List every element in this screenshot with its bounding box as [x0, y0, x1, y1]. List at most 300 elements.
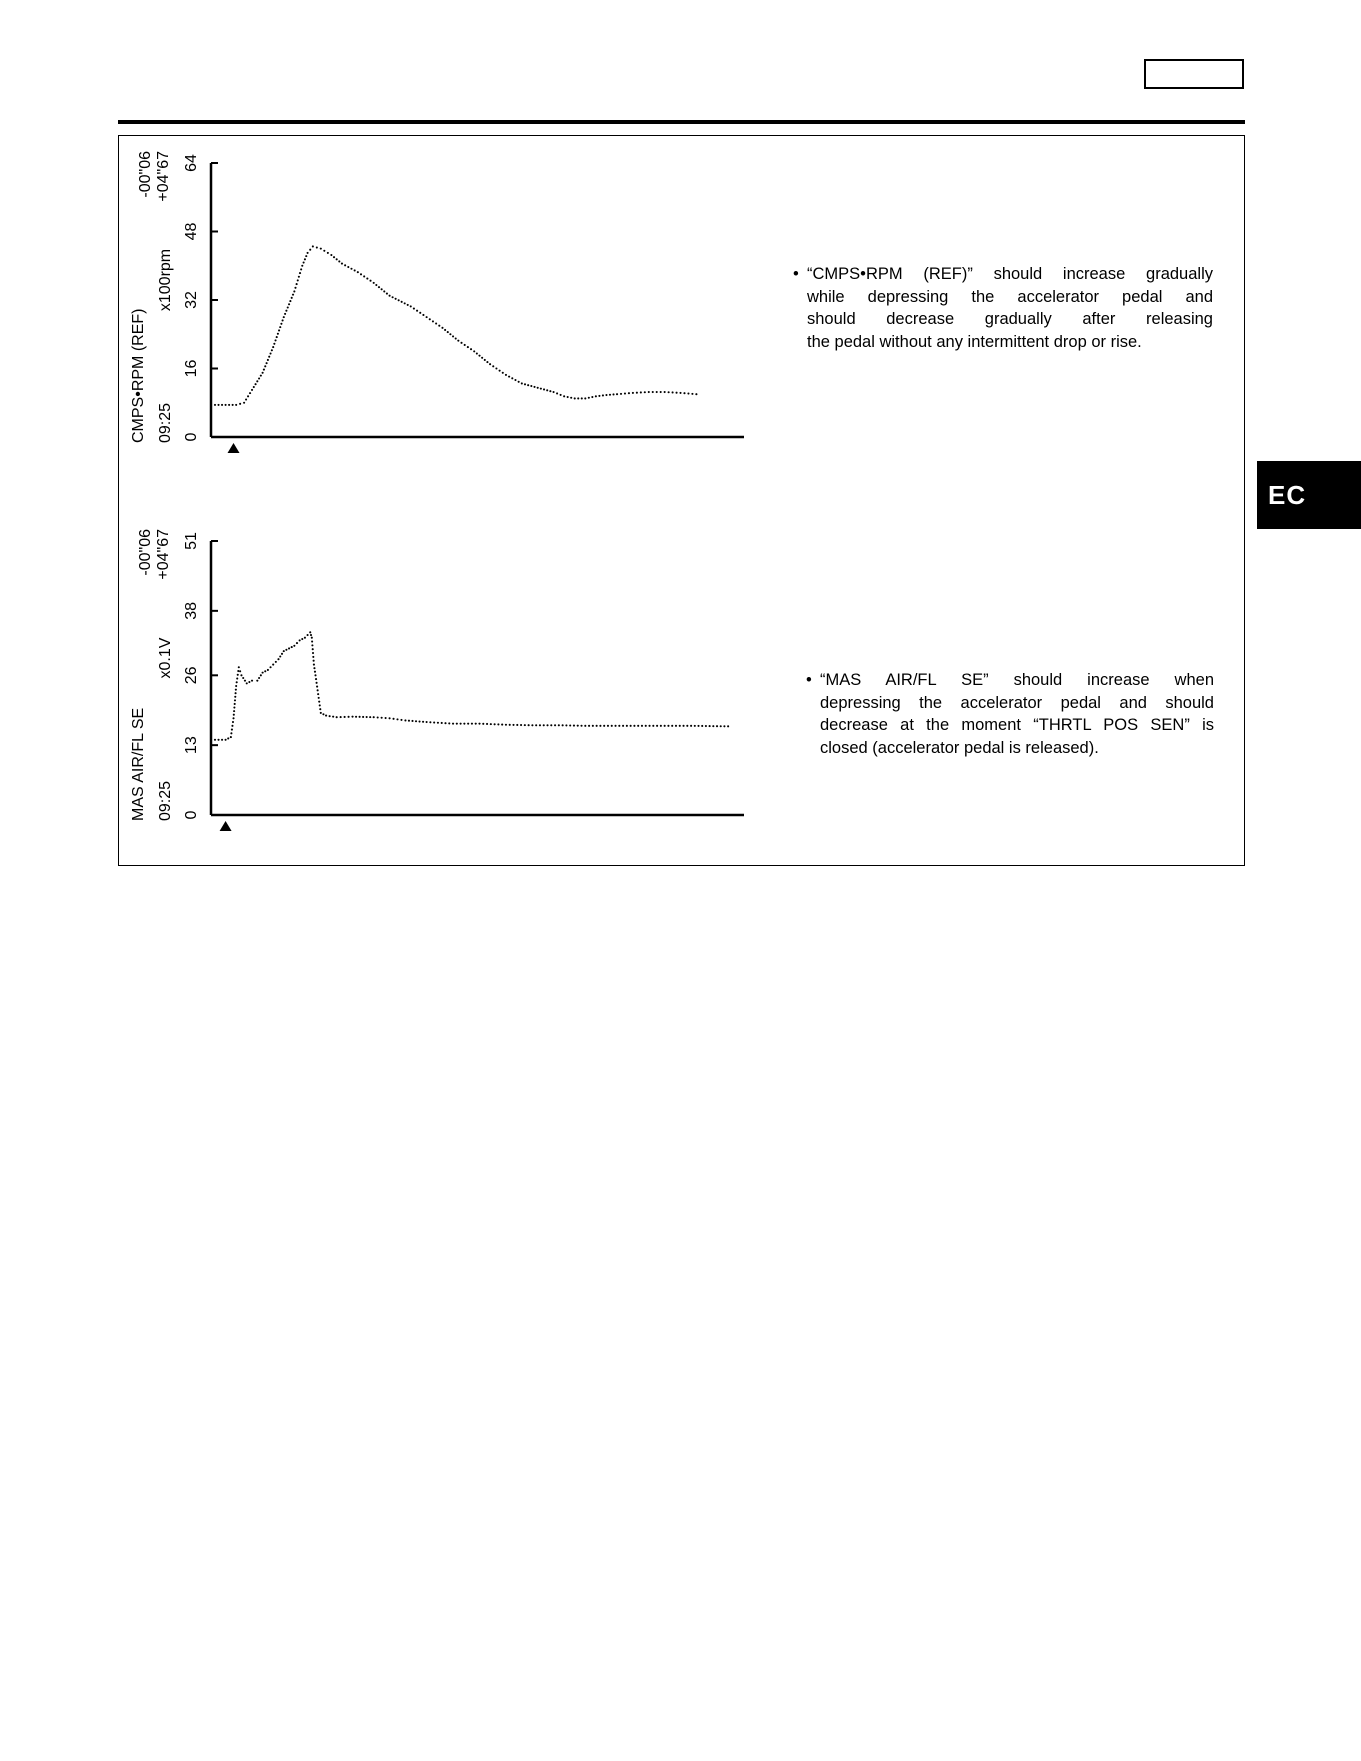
rpm-data-point: [284, 313, 286, 315]
rpm-data-point: [258, 377, 260, 379]
rpm-data-point: [410, 305, 412, 307]
rpm-offset-label-end: +04"67: [155, 151, 172, 202]
rpm-data-point: [530, 385, 532, 387]
rpm-data-point: [609, 394, 611, 396]
maf-data-point: [614, 725, 616, 727]
maf-data-point: [486, 723, 488, 725]
rpm-data-point: [632, 392, 634, 394]
rpm-y-tick-label: 64: [183, 154, 200, 172]
maf-data-point: [244, 680, 246, 682]
maf-data-point: [311, 637, 313, 639]
maf-data-point: [645, 725, 647, 727]
rpm-chart: [130, 151, 744, 453]
maf-data-point: [246, 682, 248, 684]
rpm-data-point: [563, 395, 565, 397]
rpm-data-point: [285, 310, 287, 312]
maf-data-point: [310, 634, 312, 636]
rpm-data-point: [232, 404, 234, 406]
maf-data-point: [237, 674, 239, 676]
maf-data-point: [272, 664, 274, 666]
maf-data-point: [262, 672, 264, 674]
rpm-data-point: [553, 391, 555, 393]
rpm-data-point: [687, 392, 689, 394]
rpm-note-line: should decrease gradually after releasing: [807, 310, 1213, 328]
rpm-data-point: [373, 282, 375, 284]
rpm-data-point: [280, 323, 282, 325]
rpm-data-point: [628, 392, 630, 394]
maf-data-point: [369, 716, 371, 718]
rpm-data-point: [278, 329, 280, 331]
rpm-note-line: the pedal without any intermittent drop or rise.: [807, 332, 1142, 351]
maf-data-point: [314, 671, 316, 673]
maf-data-point: [285, 649, 287, 651]
maf-offset-label-start: -00"06: [137, 529, 154, 576]
maf-data-point: [471, 723, 473, 725]
maf-data-point: [332, 716, 334, 718]
rpm-data-point: [221, 404, 223, 406]
rpm-data-point: [389, 295, 391, 297]
maf-data-point: [296, 642, 298, 644]
rpm-data-point: [447, 331, 449, 333]
maf-data-point: [637, 725, 639, 727]
maf-data-point: [441, 722, 443, 724]
maf-data-point: [236, 681, 238, 683]
maf-data-point: [452, 723, 454, 725]
maf-data-point: [712, 725, 714, 727]
maf-data-point: [584, 725, 586, 727]
rpm-data-point: [460, 342, 462, 344]
rpm-data-point: [301, 265, 303, 267]
maf-data-point: [311, 640, 313, 642]
rpm-data-point: [239, 403, 241, 405]
rpm-data-point: [648, 391, 650, 393]
rpm-data-point: [567, 396, 569, 398]
maf-data-point: [359, 716, 361, 718]
maf-y-tick-label: 38: [183, 601, 200, 620]
rpm-data-point: [347, 266, 349, 268]
maf-data-point: [539, 724, 541, 726]
rpm-data-point: [294, 287, 296, 289]
maf-data-point: [293, 645, 295, 647]
rpm-data-point: [300, 268, 302, 270]
rpm-data-point: [274, 339, 276, 341]
rpm-data-point: [486, 361, 488, 363]
maf-data-point: [336, 716, 338, 718]
maf-data-point: [389, 717, 391, 719]
maf-data-point: [716, 725, 718, 727]
rpm-data-point: [457, 340, 459, 342]
rpm-data-point: [404, 302, 406, 304]
rpm-data-point: [602, 394, 604, 396]
rpm-note: [793, 263, 1213, 353]
maf-data-point: [588, 725, 590, 727]
maf-data-point: [573, 725, 575, 727]
maf-data-point: [478, 723, 480, 725]
rpm-data-point: [369, 280, 371, 282]
rpm-data-point: [495, 367, 497, 369]
rpm-data-point: [375, 284, 377, 286]
maf-data-point: [235, 689, 237, 691]
rpm-data-point: [537, 387, 539, 389]
rpm-data-point: [366, 278, 368, 280]
rpm-data-point: [511, 377, 513, 379]
maf-time-label: 09:25: [157, 780, 174, 821]
rpm-y-tick-label: 48: [183, 222, 200, 241]
rpm-data-point: [452, 335, 454, 337]
rpm-data-point: [395, 298, 397, 300]
maf-data-point: [230, 732, 232, 734]
rpm-data-point: [426, 316, 428, 318]
rpm-data-point: [527, 384, 529, 386]
maf-data-point: [233, 710, 235, 712]
rpm-note-line: while depressing the accelerator pedal and: [807, 287, 1213, 306]
rpm-data-point: [247, 395, 249, 397]
maf-data-point: [690, 725, 692, 727]
maf-note-line: decrease at the moment “THRTL POS SEN” is: [820, 716, 1214, 734]
maf-data-point: [317, 689, 319, 691]
maf-data-point: [408, 720, 410, 722]
rpm-data-point: [584, 397, 586, 399]
rpm-data-point: [283, 316, 285, 318]
maf-data-point: [671, 725, 673, 727]
maf-data-point: [366, 716, 368, 718]
maf-data-point: [400, 719, 402, 721]
rpm-data-point: [449, 333, 451, 335]
maf-data-point: [377, 716, 379, 718]
maf-note-line: depressing the accelerator pedal and should: [820, 693, 1214, 712]
rpm-y-axis-label: CMPS•RPM (REF): [130, 308, 147, 443]
rpm-data-point: [293, 290, 295, 292]
rpm-data-point: [243, 402, 245, 404]
maf-data-point: [317, 693, 319, 695]
maf-data-point: [467, 723, 469, 725]
maf-data-point: [237, 670, 239, 672]
maf-data-point: [569, 724, 571, 726]
rpm-y-tick-label: 16: [183, 359, 200, 378]
maf-data-point: [599, 725, 601, 727]
rpm-data-point: [636, 392, 638, 394]
rpm-data-point: [419, 312, 421, 314]
maf-data-point: [723, 725, 725, 727]
maf-data-point: [301, 638, 303, 640]
rpm-data-point: [277, 333, 279, 335]
rpm-data-point: [282, 319, 284, 321]
rpm-data-point: [560, 394, 562, 396]
maf-note: [806, 669, 1214, 759]
maf-data-point: [313, 667, 315, 669]
maf-data-point: [494, 723, 496, 725]
maf-data-point: [351, 716, 353, 718]
maf-data-point: [648, 725, 650, 727]
maf-data-point: [312, 652, 314, 654]
rpm-data-point: [255, 383, 257, 385]
maf-data-point: [682, 725, 684, 727]
rpm-data-point: [620, 393, 622, 395]
rpm-data-point: [266, 362, 268, 364]
maf-y-tick-label: 51: [183, 532, 200, 550]
rpm-data-point: [464, 344, 466, 346]
rpm-data-point: [398, 299, 400, 301]
maf-data-point: [596, 725, 598, 727]
maf-data-point: [679, 725, 681, 727]
maf-data-point: [373, 716, 375, 718]
maf-data-point: [396, 718, 398, 720]
rpm-data-point: [307, 252, 309, 254]
maf-trigger-marker: [220, 821, 232, 831]
maf-data-point: [652, 725, 654, 727]
maf-data-point: [260, 674, 262, 676]
rpm-data-point: [429, 318, 431, 320]
maf-data-point: [630, 725, 632, 727]
rpm-data-point: [383, 290, 385, 292]
rpm-data-point: [336, 258, 338, 260]
rpm-note-bullet: •: [793, 265, 799, 283]
maf-data-point: [550, 724, 552, 726]
rpm-data-point: [333, 256, 335, 258]
rpm-data-point: [518, 381, 520, 383]
maf-data-point: [667, 725, 669, 727]
maf-data-point: [520, 724, 522, 726]
maf-data-point: [392, 718, 394, 720]
rpm-data-point: [581, 397, 583, 399]
rpm-offset-label-start: -00"06: [137, 151, 154, 198]
rpm-data-point: [470, 348, 472, 350]
maf-data-point: [701, 725, 703, 727]
rpm-data-point: [521, 382, 523, 384]
maf-data-point: [312, 648, 314, 650]
rpm-data-point: [299, 272, 301, 274]
maf-data-point: [516, 724, 518, 726]
maf-data-point: [448, 722, 450, 724]
maf-data-point: [307, 634, 309, 636]
rpm-data-point: [273, 343, 275, 345]
rpm-data-point: [378, 286, 380, 288]
maf-data-point: [501, 724, 503, 726]
maf-data-point: [283, 650, 285, 652]
maf-data-point: [535, 724, 537, 726]
maf-note-line: closed (accelerator pedal is released).: [820, 738, 1099, 757]
rpm-data-point: [298, 276, 300, 278]
maf-data-point: [277, 658, 279, 660]
maf-data-point: [429, 721, 431, 723]
rpm-data-point: [473, 350, 475, 352]
rpm-data-point: [570, 397, 572, 399]
rpm-data-point: [505, 374, 507, 376]
maf-data-point: [694, 725, 696, 727]
maf-data-point: [355, 716, 357, 718]
maf-data-point: [497, 723, 499, 725]
maf-y-tick-label: 13: [183, 736, 200, 755]
maf-data-point: [543, 724, 545, 726]
rpm-data-point: [360, 273, 362, 275]
rpm-data-point: [320, 248, 322, 250]
maf-data-point: [460, 723, 462, 725]
rpm-data-point: [401, 301, 403, 303]
rpm-data-point: [304, 258, 306, 260]
rpm-data-point: [235, 404, 237, 406]
rpm-data-point: [672, 391, 674, 393]
rpm-data-point: [287, 306, 289, 308]
rpm-data-point: [489, 363, 491, 365]
rpm-data-point: [262, 372, 264, 374]
maf-data-point: [404, 719, 406, 721]
rpm-data-point: [683, 392, 685, 394]
rpm-data-point: [508, 376, 510, 378]
rpm-data-point: [444, 329, 446, 331]
rpm-data-point: [478, 355, 480, 357]
maf-data-point: [318, 697, 320, 699]
rpm-data-point: [271, 349, 273, 351]
rpm-data-point: [256, 380, 258, 382]
rpm-data-point: [327, 252, 329, 254]
maf-data-point: [234, 699, 236, 701]
maf-data-point: [562, 724, 564, 726]
rpm-data-point: [291, 297, 293, 299]
maf-data-point: [232, 721, 234, 723]
rpm-data-point: [543, 388, 545, 390]
maf-data-point: [240, 674, 242, 676]
maf-data-point: [325, 715, 327, 717]
maf-data-point: [248, 681, 250, 683]
maf-data-point: [505, 724, 507, 726]
rpm-data-point: [605, 394, 607, 396]
maf-data-point: [727, 725, 729, 727]
maf-data-point: [217, 739, 219, 741]
maf-data-point: [234, 696, 236, 698]
maf-data-point: [233, 714, 235, 716]
rpm-data-point: [679, 392, 681, 394]
maf-data-point: [381, 717, 383, 719]
maf-data-point: [626, 725, 628, 727]
maf-chart: [130, 529, 744, 831]
maf-data-point: [230, 736, 232, 738]
maf-data-point: [490, 723, 492, 725]
rpm-data-point: [323, 250, 325, 252]
rpm-data-point: [502, 372, 504, 374]
maf-data-point: [531, 724, 533, 726]
maf-data-point: [239, 670, 241, 672]
maf-data-point: [269, 666, 271, 668]
maf-data-point: [422, 721, 424, 723]
maf-data-point: [313, 664, 315, 666]
maf-data-point: [264, 670, 266, 672]
maf-data-point: [426, 721, 428, 723]
maf-data-point: [592, 725, 594, 727]
rpm-data-point: [228, 404, 230, 406]
maf-data-point: [340, 716, 342, 718]
maf-data-point: [313, 660, 315, 662]
maf-data-point: [641, 725, 643, 727]
rpm-data-point: [312, 245, 314, 247]
rpm-data-point: [481, 357, 483, 359]
maf-data-point: [312, 656, 314, 658]
maf-data-point: [322, 713, 324, 715]
maf-data-point: [622, 725, 624, 727]
maf-data-point: [444, 722, 446, 724]
maf-data-point: [221, 739, 223, 741]
rpm-y-tick-label: 32: [183, 291, 200, 309]
maf-data-point: [251, 680, 253, 682]
maf-data-point: [509, 724, 511, 726]
rpm-data-point: [533, 386, 535, 388]
maf-data-point: [275, 661, 277, 663]
rpm-time-label: 09:25: [157, 402, 174, 443]
rpm-data-point: [549, 390, 551, 392]
maf-data-point: [411, 720, 413, 722]
maf-data-point: [214, 739, 216, 741]
rpm-data-point: [664, 391, 666, 393]
maf-data-point: [311, 644, 313, 646]
rpm-data-point: [640, 391, 642, 393]
rpm-data-point: [381, 288, 383, 290]
maf-data-point: [524, 724, 526, 726]
maf-data-point: [236, 677, 238, 679]
maf-data-point: [705, 725, 707, 727]
rpm-data-point: [413, 308, 415, 310]
maf-data-point: [720, 725, 722, 727]
maf-data-point: [528, 724, 530, 726]
rpm-data-point: [386, 293, 388, 295]
rpm-data-point: [264, 365, 266, 367]
rpm-data-point: [296, 283, 298, 285]
maf-data-point: [231, 725, 233, 727]
maf-data-point: [316, 682, 318, 684]
rpm-data-point: [514, 379, 516, 381]
maf-data-point: [267, 669, 269, 671]
maf-data-point: [235, 685, 237, 687]
maf-data-point: [235, 692, 237, 694]
rpm-data-point: [245, 398, 247, 400]
rpm-data-point: [217, 404, 219, 406]
rpm-trigger-marker: [228, 443, 240, 453]
rpm-data-point: [438, 325, 440, 327]
rpm-data-point: [309, 249, 311, 251]
maf-data-point: [618, 725, 620, 727]
rpm-data-point: [350, 268, 352, 270]
rpm-data-point: [540, 388, 542, 390]
maf-note-line: “MAS AIR/FL SE” should increase when: [820, 671, 1214, 689]
rpm-data-point: [546, 389, 548, 391]
maf-data-point: [456, 723, 458, 725]
maf-y-tick-label: 0: [183, 810, 200, 820]
maf-data-point: [475, 723, 477, 725]
maf-data-point: [288, 647, 290, 649]
rpm-data-point: [330, 254, 332, 256]
rpm-data-point: [612, 393, 614, 395]
rpm-data-point: [574, 397, 576, 399]
maf-data-point: [316, 686, 318, 688]
rpm-data-point: [392, 296, 394, 298]
rpm-data-point: [467, 346, 469, 348]
maf-data-point: [664, 725, 666, 727]
rpm-data-point: [644, 391, 646, 393]
rpm-data-point: [268, 356, 270, 358]
maf-data-point: [463, 723, 465, 725]
rpm-data-point: [660, 391, 662, 393]
maf-data-point: [437, 722, 439, 724]
maf-y-tick-label: 26: [183, 666, 200, 685]
rpm-data-point: [492, 365, 494, 367]
maf-data-point: [319, 704, 321, 706]
rpm-data-point: [616, 393, 618, 395]
rpm-data-point: [357, 271, 359, 273]
maf-data-point: [577, 725, 579, 727]
maf-data-point: [580, 725, 582, 727]
rpm-data-point: [267, 359, 269, 361]
maf-data-point: [611, 725, 613, 727]
rpm-data-point: [289, 300, 291, 302]
rpm-data-point: [276, 336, 278, 338]
